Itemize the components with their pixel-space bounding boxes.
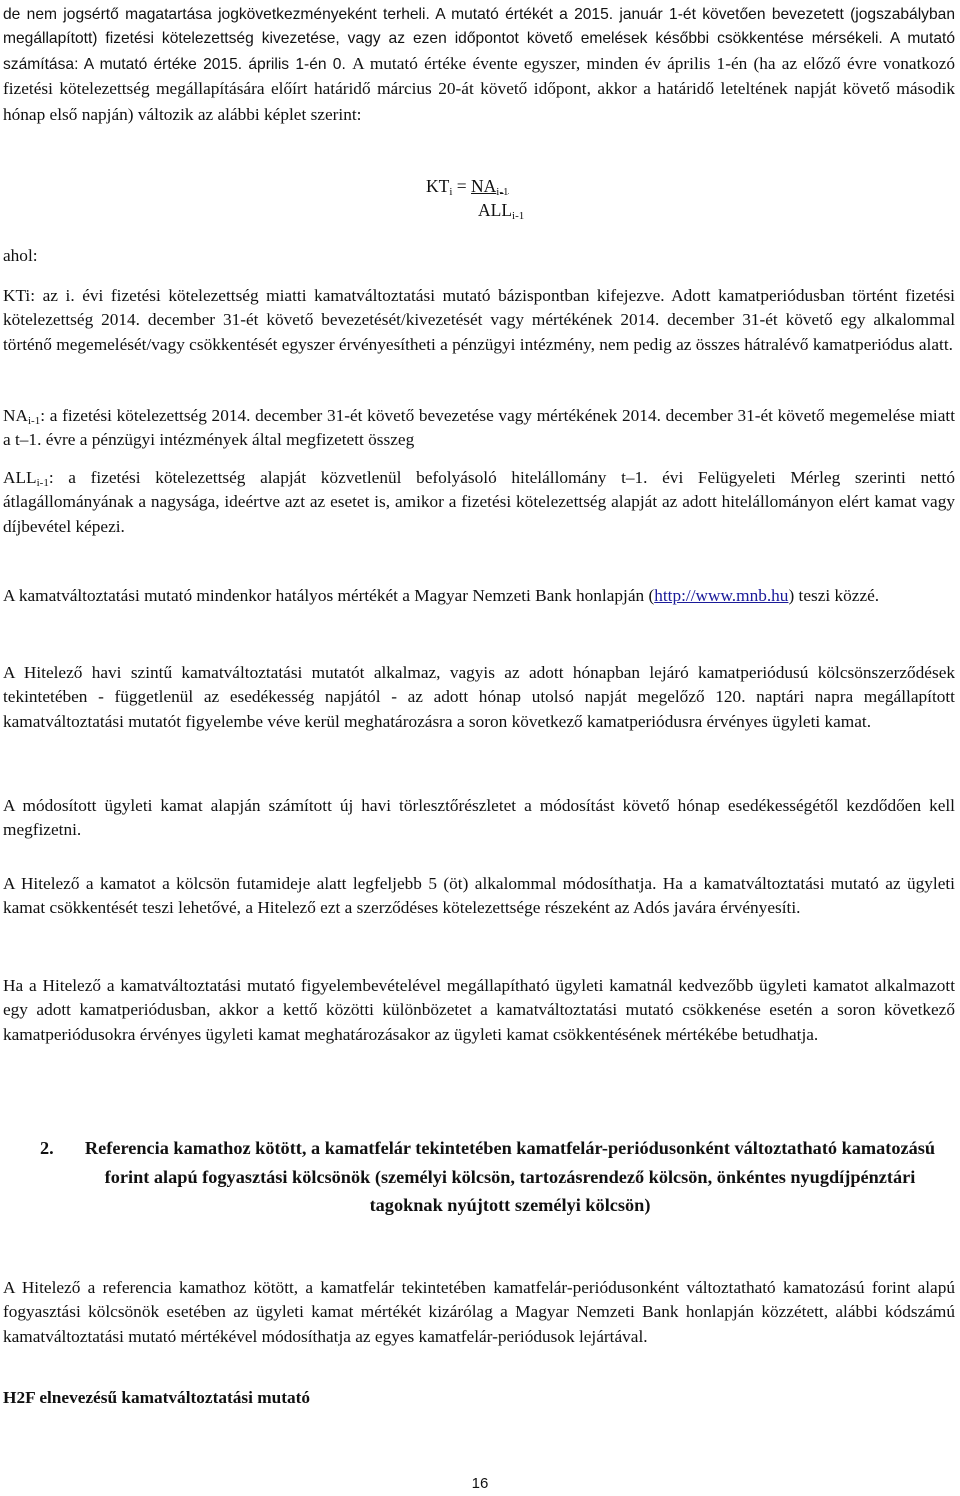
otszor-paragraph: A Hitelező a kamatot a kölcsön futamideje alatt legfeljebb 5 (öt) alkalommal módosíthatja. Ha a kamatváltoztatási mutató az ügyleti kamat csökkentését teszi lehetővé, a Hitelező ezt a szerződéses kötelezettsége részeként az Adós javára érvényesíti. — [3, 874, 955, 918]
formula-na-sub: i-1 — [496, 186, 509, 198]
formula-all-sub: i-1 — [512, 210, 525, 222]
intro-text-rest: A mutató értéke évente egyszer, minden év április 1-én (ha az előző évre vonatkozó fizetési kötelezettség megállapítására előírt határidő március 20-át követő időpont, akkor a határidő leteltének napját követő második hónap első napján) változik az alábbi képlet szerint: — [3, 53, 955, 124]
intro-paragraph — [3, 3, 955, 128]
section-number: 2. — [40, 1138, 54, 1158]
formula-kt-sub: i — [449, 186, 453, 198]
formula-row-1 — [426, 174, 524, 198]
mnb-paragraph — [3, 584, 955, 608]
definition-na — [3, 404, 955, 453]
definition-na-text: : a fizetési kötelezettség 2014. december 31-ét követő bevezetése vagy mértékének 2014. december 31-ét követő megemelése miatt a t–1. évre a pénzügyi intézmények által megfizetett összeg — [3, 406, 955, 450]
mnb-link[interactable]: http://www.mnb.hu — [654, 586, 789, 605]
formula-eq: = — [452, 176, 472, 196]
formula — [426, 174, 524, 222]
havi-paragraph: A Hitelező havi szintű kamatváltoztatási mutatót alkalmaz, vagyis az adott hónapban lejáró kamatperiódusú kölcsönszerződések tekintetében - függetlenül az esedékesség napjától - az adott hónap utolsó napját megelőző 120. naptári napra megállapított kamatváltoztatási mutatót figyelembe véve kerül meghatározásra a soron következő kamatperiódusra érvényes ügyleti kamat. — [3, 663, 955, 731]
definition-all-text: : a fizetési kötelezettség alapját közvetlenül befolyásoló hitelállomány t–1. évi Felügyeleti Mérleg szerinti nettó átlagállományának a nagysága, ideértve azt az esetet is, amikor a fizetési kötelezettség alapját az adott hitelállományon elért kamat vagy díjbevétel képezi. — [3, 468, 955, 536]
intro-text: de nem jogsértő magatartása jogkövetkezményeként terheli. A mutató értékét a 2015. január 1-ét követően bevezetett (jogszabályban megállapított) fizetési kötelezettség kivezetése, vagy az ezen időpontot követő emelések későbbi csökkentése mérsékeli. A mutató számítása: A mutató értéke 2015. április 1-én 0. — [3, 6, 955, 73]
page-number: 16 — [471, 1475, 489, 1492]
formula-all: ALL — [478, 200, 513, 220]
subheading: H2F elnevezésű kamatváltoztatási mutató — [3, 1388, 311, 1407]
kedvezobb-paragraph: Ha a Hitelező a kamatváltoztatási mutató figyelembevételével megállapítható ügyleti kamatnál kedvezőbb ügyleti kamatot alkalmazott egy adott kamatperiódusban, akkor a kettő közötti különbözetet a kamatváltoztatási mutató csökkenése esetén a soron következő kamatperiódusokra érvényes ügyleti kamat meghatározásakor az ügyleti kamat csökkentésének mértékébe betudhatja. — [3, 976, 955, 1044]
formula-na: NA — [471, 176, 497, 196]
definition-all — [3, 466, 955, 539]
referencia-paragraph: A Hitelező a referencia kamathoz kötött, a kamatfelár tekintetében kamatfelár-periódusonként változtatható kamatozású forint alapú fogyasztási kölcsönök esetében az ügyleti kamat mértékét kizárólag a Magyar Nemzeti Bank honlapján közzétett, alábbi kódszámú kamatváltoztatási mutató mértékével módosíthatja az egyes kamatfelár-periódusok lejártával. — [3, 1278, 955, 1346]
mnb-text-before: A kamatváltoztatási mutató mindenkor hatályos mértékét a Magyar Nemzeti Bank honlapján ( — [3, 586, 655, 605]
definition-na-sub: i-1 — [27, 415, 41, 427]
definition-kt: KTi: az i. évi fizetési kötelezettség miatti kamatváltoztatási mutató bázispontban kifejezve. Adott kamatperiódusban történt fizetési kötelezettség 2014. december 31-ét követő bevezetését/kivezetését vagy mértékének 2014. december 31-ét követő egy alkalommal történő megemelését/vagy csökkentését egyszer érvényesítheti a pénzügyi intézmény, nem pedig az összes hátralévő kamatperiódus alatt. — [3, 286, 955, 354]
definition-all-sub: i-1 — [36, 477, 49, 489]
section-heading — [40, 1134, 940, 1220]
section-title: Referencia kamathoz kötött, a kamatfelár tekintetében kamatfelár-periódusonként változtatható kamatozású forint alapú fogyasztási kölcsönök (személyi kölcsön, tartozásrendező kölcsön, önkéntes nyugdíjpénztári tagoknak nyújtott személyi kölcsön) — [84, 1138, 936, 1215]
definition-na-label: NA — [3, 406, 28, 425]
modositott-paragraph: A módosított ügyleti kamat alapján számított új havi törlesztőrészletet a módosítást követő hónap esedékességétől kezdődően kell megfizetni. — [3, 796, 955, 840]
formula-numerator — [471, 176, 509, 196]
definition-all-label: ALL — [3, 468, 37, 487]
ahol-label: ahol: — [3, 246, 38, 265]
formula-row-2 — [426, 198, 524, 222]
mnb-text-after: ) teszi közzé. — [788, 586, 880, 605]
formula-kt: KT — [426, 176, 450, 196]
